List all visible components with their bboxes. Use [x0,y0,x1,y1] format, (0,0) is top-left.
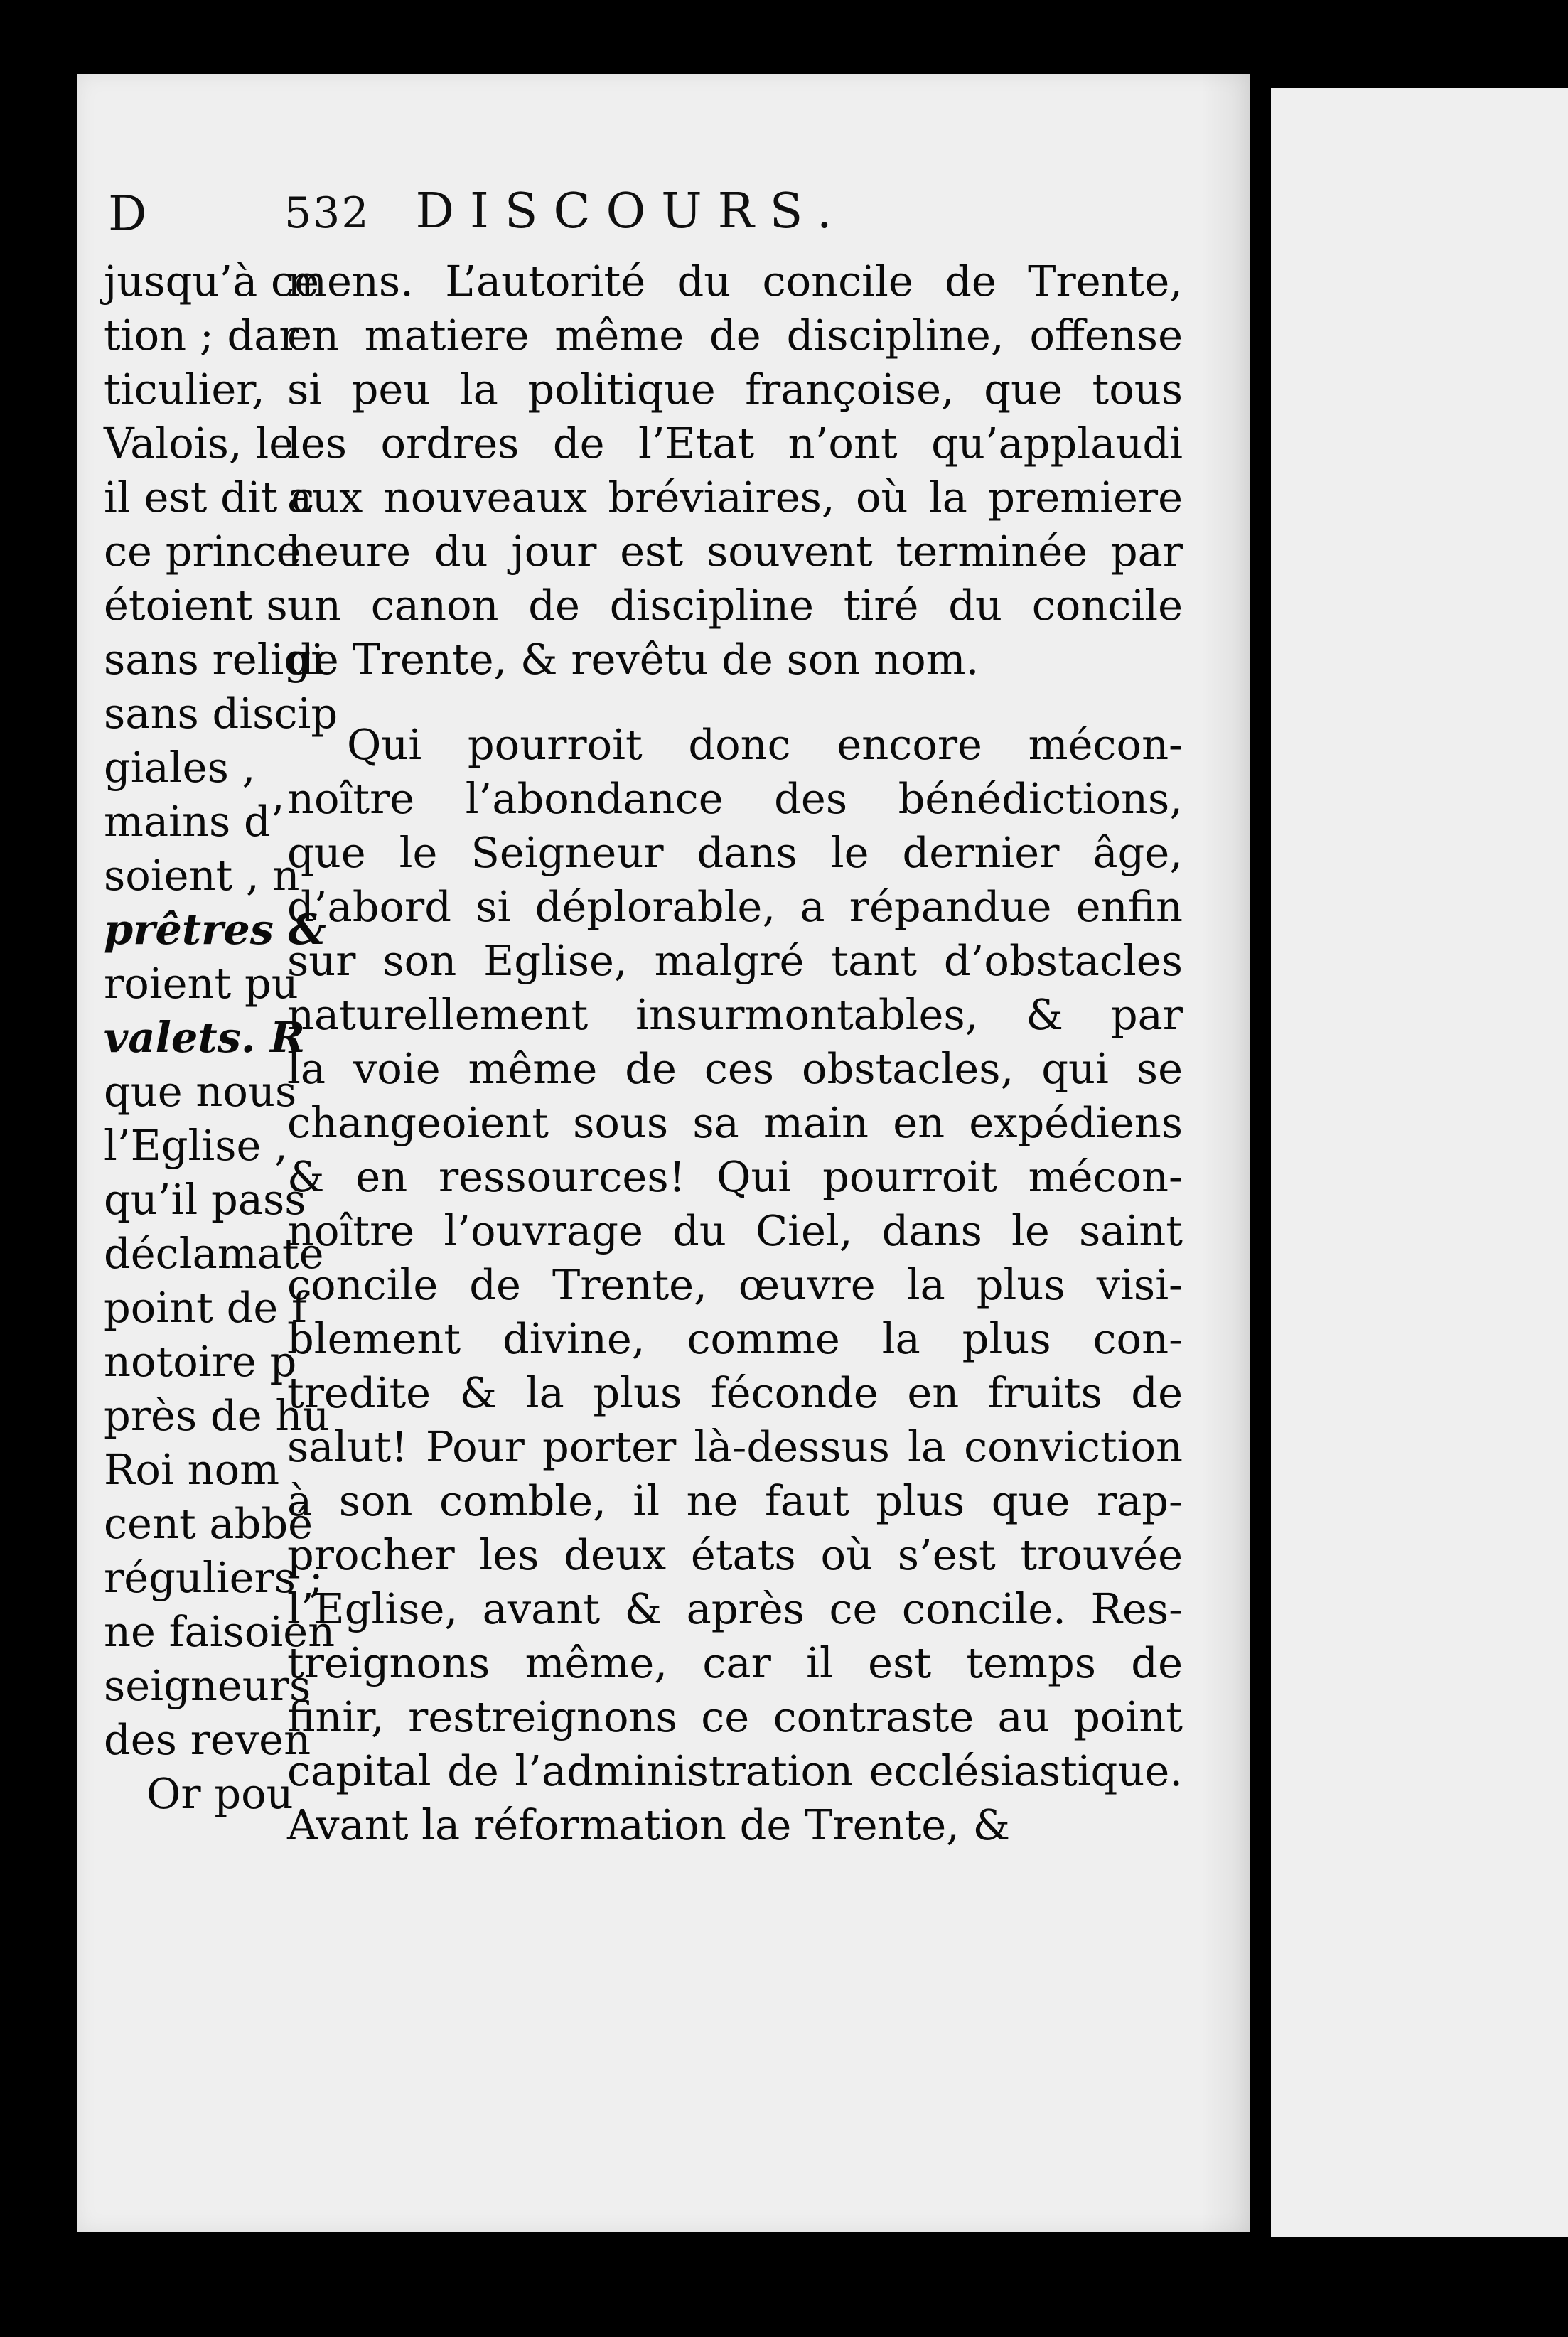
text-line: si peu la politique françoise, que tous [287,365,1183,414]
right-text-line: des reven [104,1715,311,1764]
right-text-line: étoient s [104,581,288,630]
text-line: noître l’ouvrage du Ciel, dans le saint [287,1206,1183,1255]
text-line: treignons même, car il est temps de [287,1638,1183,1687]
text-line: à son comble, il ne faut plus que rap- [287,1476,1183,1525]
right-text-line: prêtres & [104,905,326,954]
text-line: blement divine, comme la plus con- [287,1314,1183,1363]
right-text-line: seigneurs [104,1661,311,1710]
text-line: la voie même de ces obstacles, qui se [287,1044,1183,1093]
text-line: en matiere même de discipline, offense [287,311,1183,360]
text-line: aux nouveaux bréviaires, où la premiere [287,473,1183,522]
right-text-line: Roi nom [104,1445,280,1494]
text-line: tredite & la plus féconde en fruits de [287,1368,1183,1417]
right-page [1271,88,1568,2237]
running-title: DISCOURS. [415,183,848,240]
right-text-line: qu’il pass [104,1175,306,1224]
right-text-line: ce prince [104,527,301,576]
text-line: d’abord si déplorable, a répandue enfin [287,882,1183,931]
right-text-line: ticulier, [104,365,265,414]
text-line: salut! Pour porter là-dessus la conviction [287,1422,1183,1471]
text-line: & en ressources! Qui pourroit mécon- [287,1152,1183,1201]
right-text-line: près de hu [104,1391,330,1440]
right-text-line: cent abbé [104,1499,313,1548]
page-fold-shadow [1201,74,1250,2232]
right-text-line: il est dit c [104,473,315,522]
right-text-line: tion ; dar [104,311,299,360]
right-text-line: Or pou [146,1769,294,1818]
right-text-line: l’Eglise , [104,1121,288,1170]
text-line: finir, restreignons ce contraste au point [287,1692,1183,1741]
right-text-line: déclamate [104,1229,324,1278]
right-text-line: giales , [104,743,256,792]
right-text-line: valets. R [104,1013,306,1062]
right-text-line: Valois, le [104,419,294,468]
text-line: naturellement insurmontables, & par [287,990,1183,1039]
right-text-line: sans religi [104,635,324,684]
right-text-line: roient pu [104,959,299,1008]
text-line: Avant la réformation de Trente, & [287,1800,1011,1849]
text-line: noître l’abondance des bénédictions, [287,774,1183,823]
right-running-title-fragment: D [108,186,147,242]
right-text-line: réguliers ; [104,1553,323,1602]
text-line: concile de Trente, œuvre la plus visi- [287,1260,1183,1309]
running-head [284,183,995,240]
right-text-line: notoire p [104,1337,297,1386]
page-number: 532 [284,188,370,238]
text-line: heure du jour est souvent terminée par [287,527,1183,576]
right-text-line: sans discip [104,689,338,738]
right-text-line: soient , n [104,851,300,900]
right-text-line: ne faisoien [104,1607,335,1656]
text-line: mens. L’autorité du concile de Trente, [287,257,1183,306]
right-text-line: que nous [104,1067,297,1116]
text-line: que le Seigneur dans le dernier âge, [287,828,1183,877]
text-line: l’Eglise, avant & après ce concile. Res- [287,1584,1183,1633]
right-text-line: mains d’ [104,797,284,846]
text-line: procher les deux états où s’est trouvée [287,1530,1183,1579]
text-line: de Trente, & revêtu de son nom. [287,635,979,684]
text-line: changeoient sous sa main en expédiens [287,1098,1183,1147]
text-line: sur son Eglise, malgré tant d’obstacles [287,936,1183,985]
text-line: capital de l’administration ecclésiastique. [287,1746,1183,1795]
text-line: Qui pourroit donc encore mécon- [347,720,1183,769]
right-text-line: point de f [104,1283,307,1332]
right-text-line: jusqu’à ce [104,257,319,306]
text-line: un canon de discipline tiré du concile [287,581,1183,630]
text-line: les ordres de l’Etat n’ont qu’applaudi [287,419,1183,468]
right-page-text [104,254,459,1821]
